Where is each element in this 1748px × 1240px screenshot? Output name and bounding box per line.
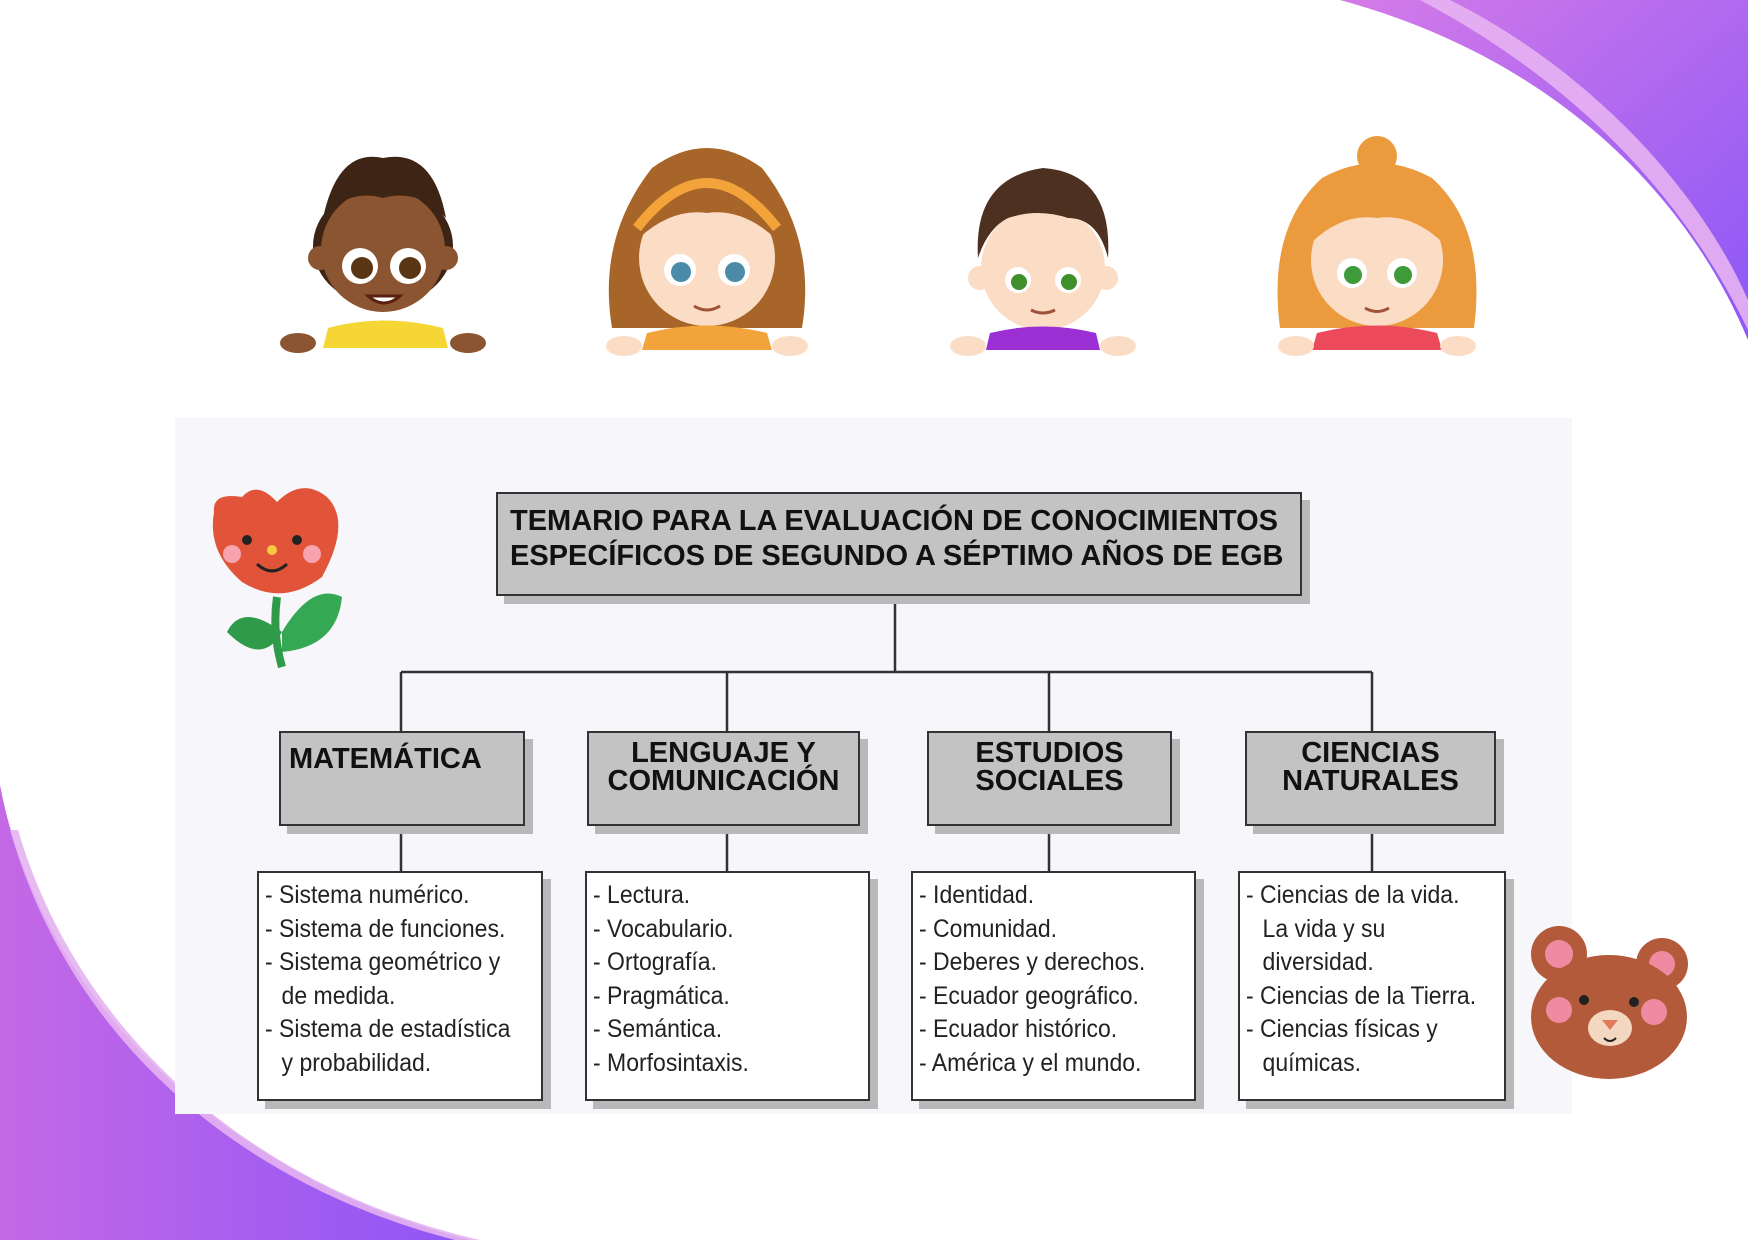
title-line-2: ESPECÍFICOS DE SEGUNDO A SÉPTIMO AÑOS DE EGB — [510, 540, 1284, 572]
bear-sticker-icon — [1524, 922, 1694, 1082]
list-item: - América y el mundo. — [919, 1048, 1142, 1077]
list-item: - Sistema numérico. — [265, 881, 470, 909]
list-item: diversidad. — [1262, 948, 1374, 976]
list-item: - Ecuador geográfico. — [919, 981, 1139, 1010]
list-item: - Sistema de funciones. — [265, 914, 506, 943]
topic-list-matematica — [257, 871, 543, 1101]
category-box-ciencias — [1245, 731, 1496, 826]
list-item: - Ciencias físicas y — [1246, 1015, 1438, 1043]
list-item: La vida y su — [1262, 914, 1386, 943]
list-item: - Pragmática. — [593, 981, 730, 1010]
list-item: y probabilidad. — [281, 1048, 432, 1077]
list-item: - Identidad. — [919, 881, 1035, 909]
title-line-1: TEMARIO PARA LA EVALUACIÓN DE CONOCIMIENTOS — [510, 505, 1278, 537]
category-box-sociales — [927, 731, 1172, 826]
list-item: - Ecuador histórico. — [919, 1015, 1118, 1043]
list-item: químicas. — [1262, 1048, 1361, 1077]
list-item: - Comunidad. — [919, 914, 1058, 943]
category-title: MATEMÁTICA — [289, 743, 482, 775]
list-item: de medida. — [281, 981, 396, 1010]
topic-list-ciencias — [1238, 871, 1506, 1101]
list-item: - Lectura. — [593, 881, 691, 909]
category-title: LENGUAJE Y — [631, 737, 816, 769]
list-item: - Vocabulario. — [593, 914, 734, 943]
category-title: CIENCIAS — [1301, 737, 1440, 769]
flower-sticker-icon — [202, 482, 352, 672]
category-title-2: SOCIALES — [975, 765, 1124, 797]
category-title-2: COMUNICACIÓN — [607, 765, 840, 797]
list-item: - Ciencias de la vida. — [1246, 881, 1460, 909]
topic-list-sociales — [911, 871, 1196, 1101]
title-box — [496, 492, 1302, 596]
list-item: - Morfosintaxis. — [593, 1048, 749, 1077]
category-title: ESTUDIOS — [975, 737, 1124, 769]
category-box-matematica — [279, 731, 525, 826]
list-item: - Ciencias de la Tierra. — [1246, 981, 1477, 1010]
list-item: - Sistema de estadística — [265, 1015, 511, 1043]
list-item: - Deberes y derechos. — [919, 948, 1146, 976]
list-item: - Ortografía. — [593, 948, 717, 976]
topic-list-lenguaje — [585, 871, 870, 1101]
list-item: - Semántica. — [593, 1015, 723, 1043]
category-title-2: NATURALES — [1282, 765, 1459, 797]
category-box-lenguaje — [587, 731, 860, 826]
list-item: - Sistema geométrico y — [265, 948, 501, 976]
